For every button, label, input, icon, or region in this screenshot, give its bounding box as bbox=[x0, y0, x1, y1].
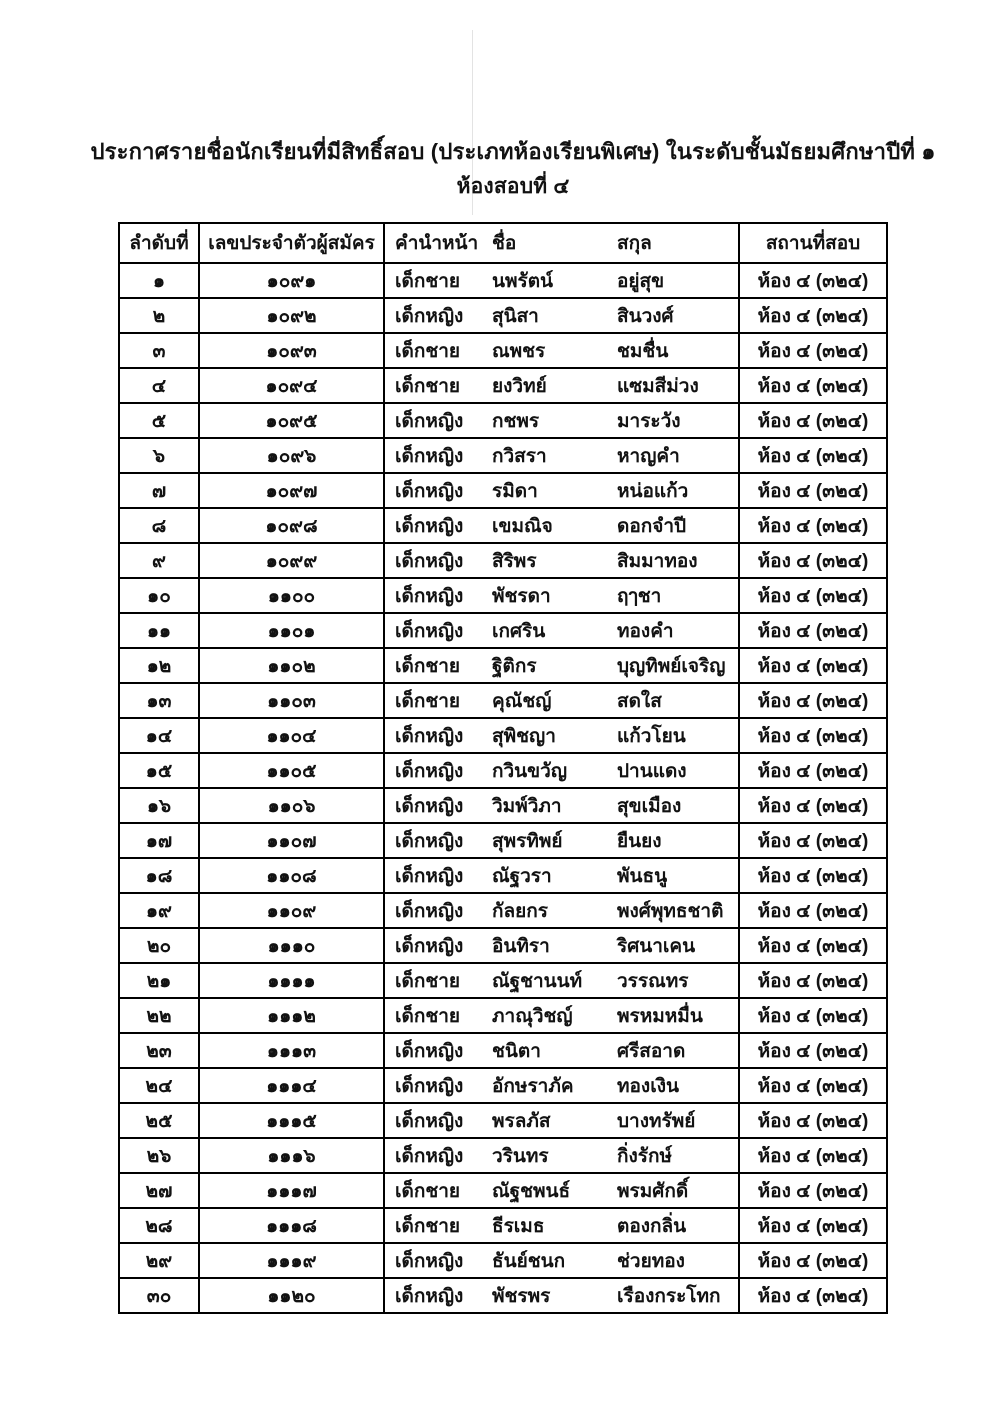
cell-applicant-id: ๑๐๙๒ bbox=[199, 298, 384, 333]
table-row bbox=[119, 963, 887, 998]
cell-first-name: อินทิรา bbox=[492, 935, 550, 957]
table-row bbox=[119, 1243, 887, 1278]
cell-no: ๑๗ bbox=[119, 823, 199, 858]
table-row bbox=[119, 928, 887, 963]
table-row bbox=[119, 718, 887, 753]
cell-applicant-id: ๑๑๑๓ bbox=[199, 1033, 384, 1068]
table-row bbox=[119, 438, 887, 473]
cell-no: ๑๒ bbox=[119, 648, 199, 683]
cell-prefix: เด็กหญิง bbox=[395, 1075, 464, 1097]
cell-prefix: เด็กหญิง bbox=[395, 725, 464, 747]
cell-first-name: ณพชร bbox=[492, 340, 546, 362]
cell-last-name: สินวงศ์ bbox=[617, 305, 674, 327]
cell-first-name: ธันย์ชนก bbox=[492, 1250, 566, 1272]
cell-prefix: เด็กหญิง bbox=[395, 760, 464, 782]
cell-applicant-id: ๑๐๙๑ bbox=[199, 263, 384, 298]
cell-last-name: บุญทิพย์เจริญ bbox=[617, 655, 726, 677]
cell-prefix: เด็กหญิง bbox=[395, 1285, 464, 1307]
cell-venue: ห้อง ๔ (๓๒๔) bbox=[739, 333, 887, 368]
table-row bbox=[119, 403, 887, 438]
cell-applicant-id: ๑๑๐๗ bbox=[199, 823, 384, 858]
cell-venue: ห้อง ๔ (๓๒๔) bbox=[739, 893, 887, 928]
table-row bbox=[119, 473, 887, 508]
cell-first-name: คุณัชญ์ bbox=[492, 690, 552, 712]
cell-last-name: กิ่งรักษ์ bbox=[617, 1145, 673, 1167]
header-first-name: ชื่อ bbox=[492, 233, 517, 254]
cell-prefix: เด็กหญิง bbox=[395, 515, 464, 537]
cell-applicant-id: ๑๐๙๖ bbox=[199, 438, 384, 473]
cell-last-name: ยืนยง bbox=[617, 830, 662, 852]
cell-last-name: สุขเมือง bbox=[617, 795, 682, 817]
cell-applicant-id: ๑๑๐๘ bbox=[199, 858, 384, 893]
cell-first-name: ณัฐชานนท์ bbox=[492, 970, 583, 992]
cell-no: ๑๓ bbox=[119, 683, 199, 718]
cell-applicant-id: ๑๑๐๔ bbox=[199, 718, 384, 753]
cell-no: ๖ bbox=[119, 438, 199, 473]
cell-last-name: แซมสีม่วง bbox=[617, 375, 699, 397]
cell-last-name: พรหมหมื่น bbox=[617, 1005, 703, 1027]
cell-venue: ห้อง ๔ (๓๒๔) bbox=[739, 963, 887, 998]
cell-prefix: เด็กหญิง bbox=[395, 445, 464, 467]
cell-applicant-id: ๑๐๙๔ bbox=[199, 368, 384, 403]
cell-first-name: นพรัตน์ bbox=[492, 270, 554, 292]
cell-first-name: ธีรเมธ bbox=[492, 1215, 545, 1237]
cell-prefix: เด็กชาย bbox=[395, 1005, 461, 1027]
cell-applicant-id: ๑๑๒๐ bbox=[199, 1278, 384, 1313]
cell-first-name: พัชรพร bbox=[492, 1285, 551, 1307]
cell-no: ๓๐ bbox=[119, 1278, 199, 1313]
table-row bbox=[119, 1033, 887, 1068]
cell-no: ๒๖ bbox=[119, 1138, 199, 1173]
cell-applicant-id: ๑๐๙๘ bbox=[199, 508, 384, 543]
cell-venue: ห้อง ๔ (๓๒๔) bbox=[739, 648, 887, 683]
cell-last-name: ปานแดง bbox=[617, 760, 687, 782]
cell-venue: ห้อง ๔ (๓๒๔) bbox=[739, 298, 887, 333]
cell-first-name: วรินทร bbox=[492, 1145, 549, 1167]
cell-venue: ห้อง ๔ (๓๒๔) bbox=[739, 403, 887, 438]
cell-first-name: พัชรดา bbox=[492, 585, 551, 607]
cell-last-name: ฤๅชา bbox=[617, 585, 662, 607]
cell-prefix: เด็กชาย bbox=[395, 655, 461, 677]
cell-last-name: มาระวัง bbox=[617, 410, 681, 432]
cell-last-name: ดอกจำปี bbox=[617, 515, 687, 537]
cell-venue: ห้อง ๔ (๓๒๔) bbox=[739, 858, 887, 893]
cell-venue: ห้อง ๔ (๓๒๔) bbox=[739, 263, 887, 298]
cell-no: ๑๑ bbox=[119, 613, 199, 648]
cell-applicant-id: ๑๑๐๙ bbox=[199, 893, 384, 928]
cell-prefix: เด็กหญิง bbox=[395, 585, 464, 607]
cell-last-name: หน่อแก้ว bbox=[617, 480, 689, 502]
cell-first-name: ฐิติกร bbox=[492, 655, 537, 677]
cell-no: ๒๐ bbox=[119, 928, 199, 963]
cell-prefix: เด็กหญิง bbox=[395, 795, 464, 817]
cell-last-name: แก้วโยน bbox=[617, 725, 686, 747]
table-row bbox=[119, 298, 887, 333]
cell-venue: ห้อง ๔ (๓๒๔) bbox=[739, 578, 887, 613]
header-row bbox=[119, 223, 887, 263]
cell-no: ๒๗ bbox=[119, 1173, 199, 1208]
cell-venue: ห้อง ๔ (๓๒๔) bbox=[739, 368, 887, 403]
cell-first-name: สุพิชญา bbox=[492, 725, 556, 747]
cell-prefix: เด็กชาย bbox=[395, 1180, 461, 1202]
cell-last-name: ตองกลิ่น bbox=[617, 1215, 687, 1237]
cell-applicant-id: ๑๑๑๑ bbox=[199, 963, 384, 998]
table-header bbox=[119, 223, 887, 263]
cell-first-name: สิริพร bbox=[492, 550, 537, 572]
cell-prefix: เด็กหญิง bbox=[395, 410, 464, 432]
cell-no: ๒๙ bbox=[119, 1243, 199, 1278]
cell-no: ๒ bbox=[119, 298, 199, 333]
cell-last-name: สิมมาทอง bbox=[617, 550, 698, 572]
cell-prefix: เด็กหญิง bbox=[395, 1040, 464, 1062]
cell-no: ๑๘ bbox=[119, 858, 199, 893]
cell-applicant-id: ๑๑๐๑ bbox=[199, 613, 384, 648]
cell-venue: ห้อง ๔ (๓๒๔) bbox=[739, 753, 887, 788]
table-row bbox=[119, 998, 887, 1033]
cell-no: ๒๑ bbox=[119, 963, 199, 998]
cell-applicant-id: ๑๑๑๕ bbox=[199, 1103, 384, 1138]
cell-venue: ห้อง ๔ (๓๒๔) bbox=[739, 683, 887, 718]
header-venue: สถานที่สอบ bbox=[739, 223, 887, 263]
table-row bbox=[119, 578, 887, 613]
cell-last-name: ช่วยทอง bbox=[617, 1250, 685, 1272]
cell-prefix: เด็กชาย bbox=[395, 270, 461, 292]
cell-first-name: กชพร bbox=[492, 410, 540, 432]
cell-venue: ห้อง ๔ (๓๒๔) bbox=[739, 718, 887, 753]
cell-last-name: วรรณทร bbox=[617, 970, 689, 992]
cell-prefix: เด็กหญิง bbox=[395, 480, 464, 502]
cell-venue: ห้อง ๔ (๓๒๔) bbox=[739, 543, 887, 578]
cell-first-name: กัลยกร bbox=[492, 900, 548, 922]
cell-applicant-id: ๑๑๑๔ bbox=[199, 1068, 384, 1103]
exam-room-subtitle: ห้องสอบที่ ๔ bbox=[456, 175, 570, 198]
cell-no: ๑๖ bbox=[119, 788, 199, 823]
table-row bbox=[119, 753, 887, 788]
table-row bbox=[119, 1138, 887, 1173]
cell-no: ๙ bbox=[119, 543, 199, 578]
header-last-name: สกุล bbox=[617, 233, 652, 254]
cell-no: ๗ bbox=[119, 473, 199, 508]
cell-first-name: เกศริน bbox=[492, 620, 546, 642]
cell-venue: ห้อง ๔ (๓๒๔) bbox=[739, 438, 887, 473]
cell-applicant-id: ๑๐๙๗ bbox=[199, 473, 384, 508]
table-row bbox=[119, 893, 887, 928]
cell-venue: ห้อง ๔ (๓๒๔) bbox=[739, 928, 887, 963]
header-applicant-id: เลขประจำตัวผู้สมัคร bbox=[199, 223, 384, 263]
cell-venue: ห้อง ๔ (๓๒๔) bbox=[739, 1173, 887, 1208]
cell-applicant-id: ๑๑๑๘ bbox=[199, 1208, 384, 1243]
cell-last-name: สดใส bbox=[617, 690, 662, 712]
cell-applicant-id: ๑๑๑๗ bbox=[199, 1173, 384, 1208]
cell-prefix: เด็กหญิง bbox=[395, 830, 464, 852]
cell-first-name: พรลภัส bbox=[492, 1110, 551, 1132]
cell-last-name: ชมชื่น bbox=[617, 340, 669, 362]
cell-last-name: พันธนู bbox=[617, 865, 668, 887]
cell-prefix: เด็กหญิง bbox=[395, 1250, 464, 1272]
cell-last-name: ทองคำ bbox=[617, 620, 674, 642]
cell-prefix: เด็กหญิง bbox=[395, 550, 464, 572]
cell-applicant-id: ๑๑๐๒ bbox=[199, 648, 384, 683]
table-row bbox=[119, 683, 887, 718]
cell-prefix: เด็กหญิง bbox=[395, 620, 464, 642]
table-row bbox=[119, 333, 887, 368]
cell-prefix: เด็กชาย bbox=[395, 340, 461, 362]
table-row bbox=[119, 368, 887, 403]
cell-first-name: รมิดา bbox=[492, 480, 538, 502]
cell-no: ๑๐ bbox=[119, 578, 199, 613]
cell-applicant-id: ๑๑๐๓ bbox=[199, 683, 384, 718]
cell-applicant-id: ๑๑๐๖ bbox=[199, 788, 384, 823]
cell-applicant-id: ๑๐๙๙ bbox=[199, 543, 384, 578]
cell-prefix: เด็กหญิง bbox=[395, 1145, 464, 1167]
cell-last-name: พงศ์พุทธชาติ bbox=[617, 900, 724, 922]
cell-no: ๑๙ bbox=[119, 893, 199, 928]
cell-no: ๑ bbox=[119, 263, 199, 298]
table-row bbox=[119, 1068, 887, 1103]
table-row bbox=[119, 1278, 887, 1313]
header-no: ลำดับที่ bbox=[119, 223, 199, 263]
table-row bbox=[119, 508, 887, 543]
cell-venue: ห้อง ๔ (๓๒๔) bbox=[739, 508, 887, 543]
table-row bbox=[119, 648, 887, 683]
cell-first-name: วิมพ์วิภา bbox=[492, 795, 562, 817]
cell-venue: ห้อง ๔ (๓๒๔) bbox=[739, 473, 887, 508]
cell-first-name: กวิสรา bbox=[492, 445, 547, 467]
cell-venue: ห้อง ๔ (๓๒๔) bbox=[739, 613, 887, 648]
cell-last-name: ทองเงิน bbox=[617, 1075, 679, 1097]
cell-venue: ห้อง ๔ (๓๒๔) bbox=[739, 1208, 887, 1243]
table-row bbox=[119, 543, 887, 578]
cell-applicant-id: ๑๑๐๕ bbox=[199, 753, 384, 788]
cell-venue: ห้อง ๔ (๓๒๔) bbox=[739, 1138, 887, 1173]
cell-last-name: พรมศักดิ์ bbox=[617, 1180, 689, 1202]
cell-first-name: ยงวิทย์ bbox=[492, 375, 547, 397]
cell-prefix: เด็กหญิง bbox=[395, 1110, 464, 1132]
cell-no: ๒๘ bbox=[119, 1208, 199, 1243]
table-row bbox=[119, 613, 887, 648]
cell-last-name: ริศนาเคน bbox=[617, 935, 696, 957]
cell-last-name: เรืองกระโทก bbox=[617, 1285, 721, 1307]
cell-first-name: ณัฐวรา bbox=[492, 865, 552, 887]
cell-no: ๑๔ bbox=[119, 718, 199, 753]
cell-prefix: เด็กหญิง bbox=[395, 305, 464, 327]
cell-no: ๕ bbox=[119, 403, 199, 438]
cell-applicant-id: ๑๑๑๖ bbox=[199, 1138, 384, 1173]
cell-venue: ห้อง ๔ (๓๒๔) bbox=[739, 1103, 887, 1138]
cell-first-name: ชนิตา bbox=[492, 1040, 541, 1062]
cell-last-name: บางทรัพย์ bbox=[617, 1110, 696, 1132]
cell-no: ๑๕ bbox=[119, 753, 199, 788]
cell-venue: ห้อง ๔ (๓๒๔) bbox=[739, 1278, 887, 1313]
cell-applicant-id: ๑๐๙๓ bbox=[199, 333, 384, 368]
cell-venue: ห้อง ๔ (๓๒๔) bbox=[739, 1033, 887, 1068]
cell-venue: ห้อง ๔ (๓๒๔) bbox=[739, 1243, 887, 1278]
cell-no: ๘ bbox=[119, 508, 199, 543]
document-title-block bbox=[26, 134, 1000, 204]
cell-applicant-id: ๑๑๑๐ bbox=[199, 928, 384, 963]
cell-no: ๒๒ bbox=[119, 998, 199, 1033]
table-row bbox=[119, 823, 887, 858]
cell-prefix: เด็กชาย bbox=[395, 375, 461, 397]
cell-last-name: หาญคำ bbox=[617, 445, 680, 467]
cell-first-name: กวินขวัญ bbox=[492, 760, 568, 782]
cell-last-name: ศรีสอาด bbox=[617, 1040, 686, 1062]
cell-no: ๒๔ bbox=[119, 1068, 199, 1103]
cell-first-name: สุนิสา bbox=[492, 305, 539, 327]
cell-first-name: สุพรทิพย์ bbox=[492, 830, 563, 852]
cell-prefix: เด็กชาย bbox=[395, 690, 461, 712]
cell-venue: ห้อง ๔ (๓๒๔) bbox=[739, 788, 887, 823]
cell-first-name: เขมณิจ bbox=[492, 515, 553, 537]
cell-no: ๔ bbox=[119, 368, 199, 403]
cell-last-name: อยู่สุข bbox=[617, 270, 665, 292]
table-row bbox=[119, 263, 887, 298]
cell-no: ๒๓ bbox=[119, 1033, 199, 1068]
document-title: ประกาศรายชื่อนักเรียนที่มีสิทธิ์สอบ (ประเภทห้องเรียนพิเศษ) ในระดับชั้นมัธยมศึกษาปีที่ ๑ bbox=[90, 139, 936, 164]
table-row bbox=[119, 1103, 887, 1138]
cell-first-name: อักษราภัค bbox=[492, 1075, 574, 1097]
cell-venue: ห้อง ๔ (๓๒๔) bbox=[739, 1068, 887, 1103]
cell-first-name: ภาณุวิชญ์ bbox=[492, 1005, 573, 1027]
cell-no: ๓ bbox=[119, 333, 199, 368]
table-body bbox=[119, 263, 887, 1313]
cell-prefix: เด็กหญิง bbox=[395, 865, 464, 887]
cell-venue: ห้อง ๔ (๓๒๔) bbox=[739, 823, 887, 858]
table-row bbox=[119, 1208, 887, 1243]
cell-prefix: เด็กชาย bbox=[395, 970, 461, 992]
cell-applicant-id: ๑๐๙๕ bbox=[199, 403, 384, 438]
cell-prefix: เด็กหญิง bbox=[395, 900, 464, 922]
cell-venue: ห้อง ๔ (๓๒๔) bbox=[739, 998, 887, 1033]
cell-applicant-id: ๑๑๐๐ bbox=[199, 578, 384, 613]
cell-applicant-id: ๑๑๑๒ bbox=[199, 998, 384, 1033]
header-prefix: คำนำหน้า bbox=[395, 233, 479, 254]
cell-first-name: ณัฐชพนธ์ bbox=[492, 1180, 571, 1202]
table-row bbox=[119, 1173, 887, 1208]
table-row bbox=[119, 858, 887, 893]
cell-prefix: เด็กชาย bbox=[395, 1215, 461, 1237]
cell-prefix: เด็กหญิง bbox=[395, 935, 464, 957]
students-table bbox=[118, 222, 888, 1314]
table-row bbox=[119, 788, 887, 823]
cell-applicant-id: ๑๑๑๙ bbox=[199, 1243, 384, 1278]
cell-no: ๒๕ bbox=[119, 1103, 199, 1138]
